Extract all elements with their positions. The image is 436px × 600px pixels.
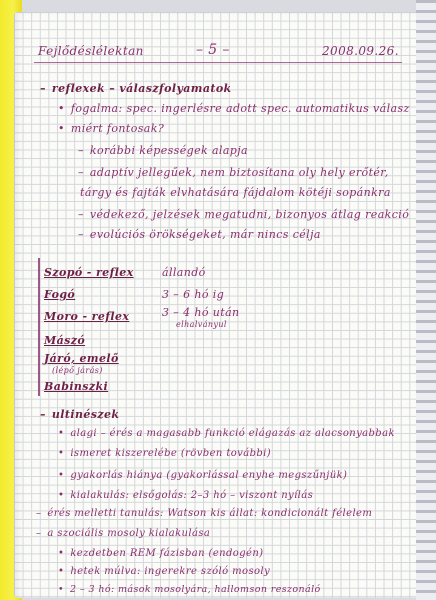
note-line: • kialakulás: elsőgolás: 2–3 hó – viszont nyílás [58, 490, 313, 501]
page-subject: Fejlődéslélektan [38, 44, 144, 58]
reflex-name: Járó, emelő [44, 352, 119, 365]
reflex-value: 3 – 6 hó ig [162, 288, 225, 301]
note-line: – érés melletti tanulás: Watson kis állat: kondicionált félelem [36, 508, 372, 519]
note-line: • 2 – 3 hó: mások mosolyára, hallomson reszonáló [58, 584, 321, 595]
header-rule [34, 62, 402, 63]
note-line: tárgy és fajták elvhatására fájdalom kötéji sopánkra [80, 186, 391, 199]
note-line: – evolúciós örökségeket, már nincs célja [78, 228, 321, 241]
reflex-name: Fogó [44, 288, 76, 301]
reflex-note: elhalványul [176, 320, 227, 329]
reflex-value: 3 – 4 hó után [162, 306, 240, 319]
note-line: • gyakorlás hiánya (gyakorlással enyhe megszűnjük) [58, 470, 347, 481]
reflex-name: Babinszki [44, 380, 109, 393]
note-line: • fogalma: spec. ingerlésre adott spec. automatikus válasz [58, 102, 410, 115]
reflex-value: állandó [162, 266, 206, 279]
reflex-note: (lépő járás) [52, 366, 103, 375]
table-bracket [38, 258, 40, 396]
note-line: • kezdetben REM fázisban (endogén) [58, 548, 263, 559]
spiral-binding [416, 0, 436, 600]
note-line: • ismeret kiszerelébe (rövben további) [58, 448, 271, 459]
page-date: 2008.09.26. [322, 44, 399, 58]
note-line: – a szociális mosoly kialakulása [36, 528, 210, 539]
note-line: • alagi – érés a magasabb funkció elágazás az alacsonyabbak [58, 428, 395, 439]
note-line: – adaptív jellegűek, nem biztosítana oly hely erőtér, [78, 166, 389, 179]
section-heading-reflexes: – reflexek – válaszfolyamatok [40, 82, 232, 95]
page-number: – 5 – [196, 42, 230, 58]
reflex-name: Szopó - reflex [44, 266, 134, 279]
note-line: – korábbi képességek alapja [78, 144, 248, 157]
section-heading: – ultinészek [40, 408, 119, 421]
note-line: • miért fontosak? [58, 122, 164, 135]
note-line: – védekező, jelzések megatudni, bizonyos átlag reakció [78, 208, 409, 221]
note-line: • hetek múlva: ingerekre szóló mosoly [58, 566, 270, 577]
reflex-name: Mászó [44, 334, 86, 347]
reflex-name: Moro - reflex [44, 310, 130, 323]
